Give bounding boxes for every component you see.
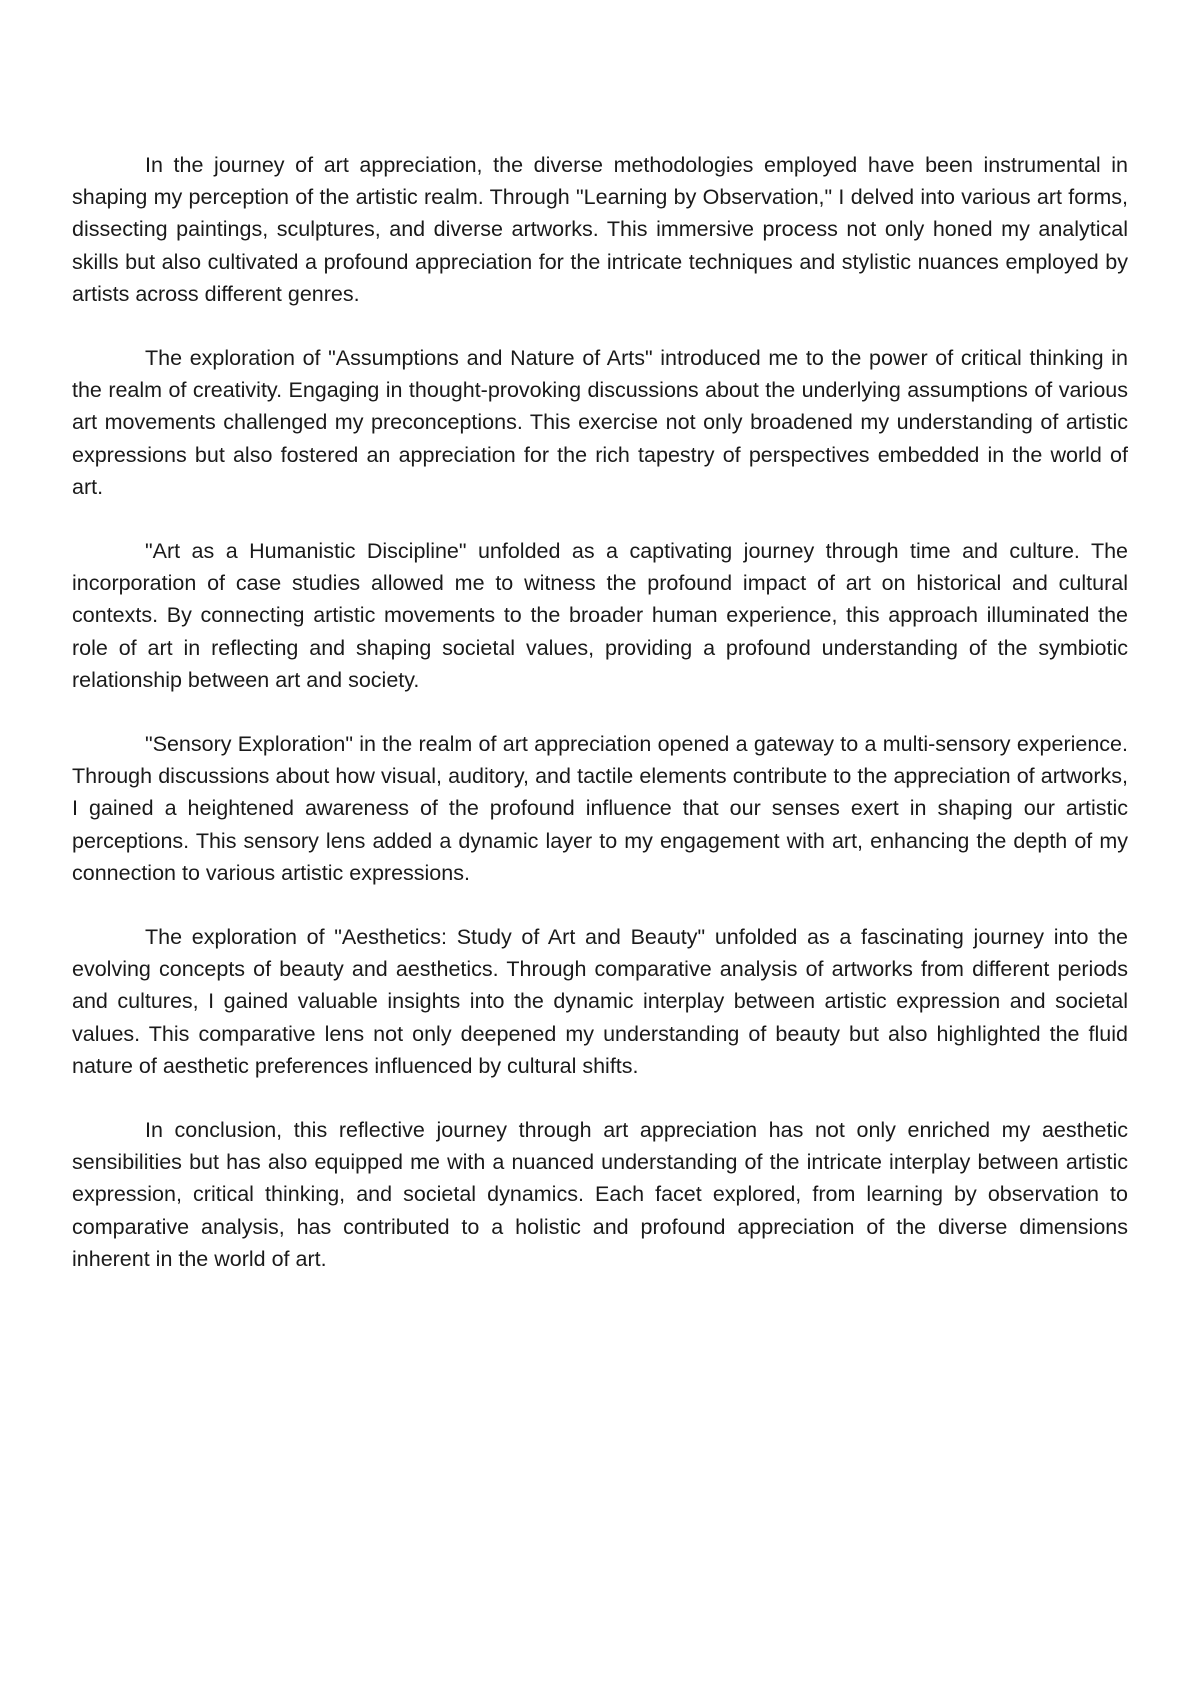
paragraph-assumptions-and-nature-of-arts: The exploration of "Assumptions and Nature of Arts" introduced me to the power of critical thinking in the realm of creativity. Engaging in thought-provoking discussions about the underlying assumptions of various art movements challenged my preconceptions. This exercise not only broadened my understanding of artistic expressions but also fostered an appreciation for the rich tapestry of perspectives embedded in the world of art. [72, 346, 1128, 499]
paragraph-art-as-humanistic-discipline: "Art as a Humanistic Discipline" unfolded as a captivating journey through time and culture. The incorporation of case studies allowed me to witness the profound impact of art on historical and cultural contexts. By connecting artistic movements to the broader human experience, this approach illuminated the role of art in reflecting and shaping societal values, providing a profound understanding of the symbiotic relationship between art and society. [72, 539, 1128, 692]
paragraph-aesthetics: The exploration of "Aesthetics: Study of Art and Beauty" unfolded as a fascinating journey into the evolving concepts of beauty and aesthetics. Through comparative analysis of artworks from different periods and cultures, I gained valuable insights into the dynamic interplay between artistic expression and societal values. This comparative lens not only deepened my understanding of beauty but also highlighted the fluid nature of aesthetic preferences influenced by cultural shifts. [72, 925, 1128, 1078]
paragraph-sensory-exploration: "Sensory Exploration" in the realm of art appreciation opened a gateway to a multi-sensory experience. Through discussions about how visual, auditory, and tactile elements contribute to the appreciation of artworks, I gained a heightened awareness of the profound influence that our senses exert in shaping our artistic perceptions. This sensory lens added a dynamic layer to my engagement with art, enhancing the depth of my connection to various artistic expressions. [72, 732, 1128, 885]
document-body [72, 149, 1128, 1307]
paragraph-learning-by-observation: In the journey of art appreciation, the diverse methodologies employed have been instrumental in shaping my perception of the artistic realm. Through "Learning by Observation," I delved into various art forms, dissecting paintings, sculptures, and diverse artworks. This immersive process not only honed my analytical skills but also cultivated a profound appreciation for the intricate techniques and stylistic nuances employed by artists across different genres. [72, 153, 1128, 306]
paragraph-conclusion: In conclusion, this reflective journey through art appreciation has not only enriched my aesthetic sensibilities but has also equipped me with a nuanced understanding of the intricate interplay between artistic expression, critical thinking, and societal dynamics. Each facet explored, from learning by observation to comparative analysis, has contributed to a holistic and profound appreciation of the diverse dimensions inherent in the world of art. [72, 1118, 1128, 1271]
